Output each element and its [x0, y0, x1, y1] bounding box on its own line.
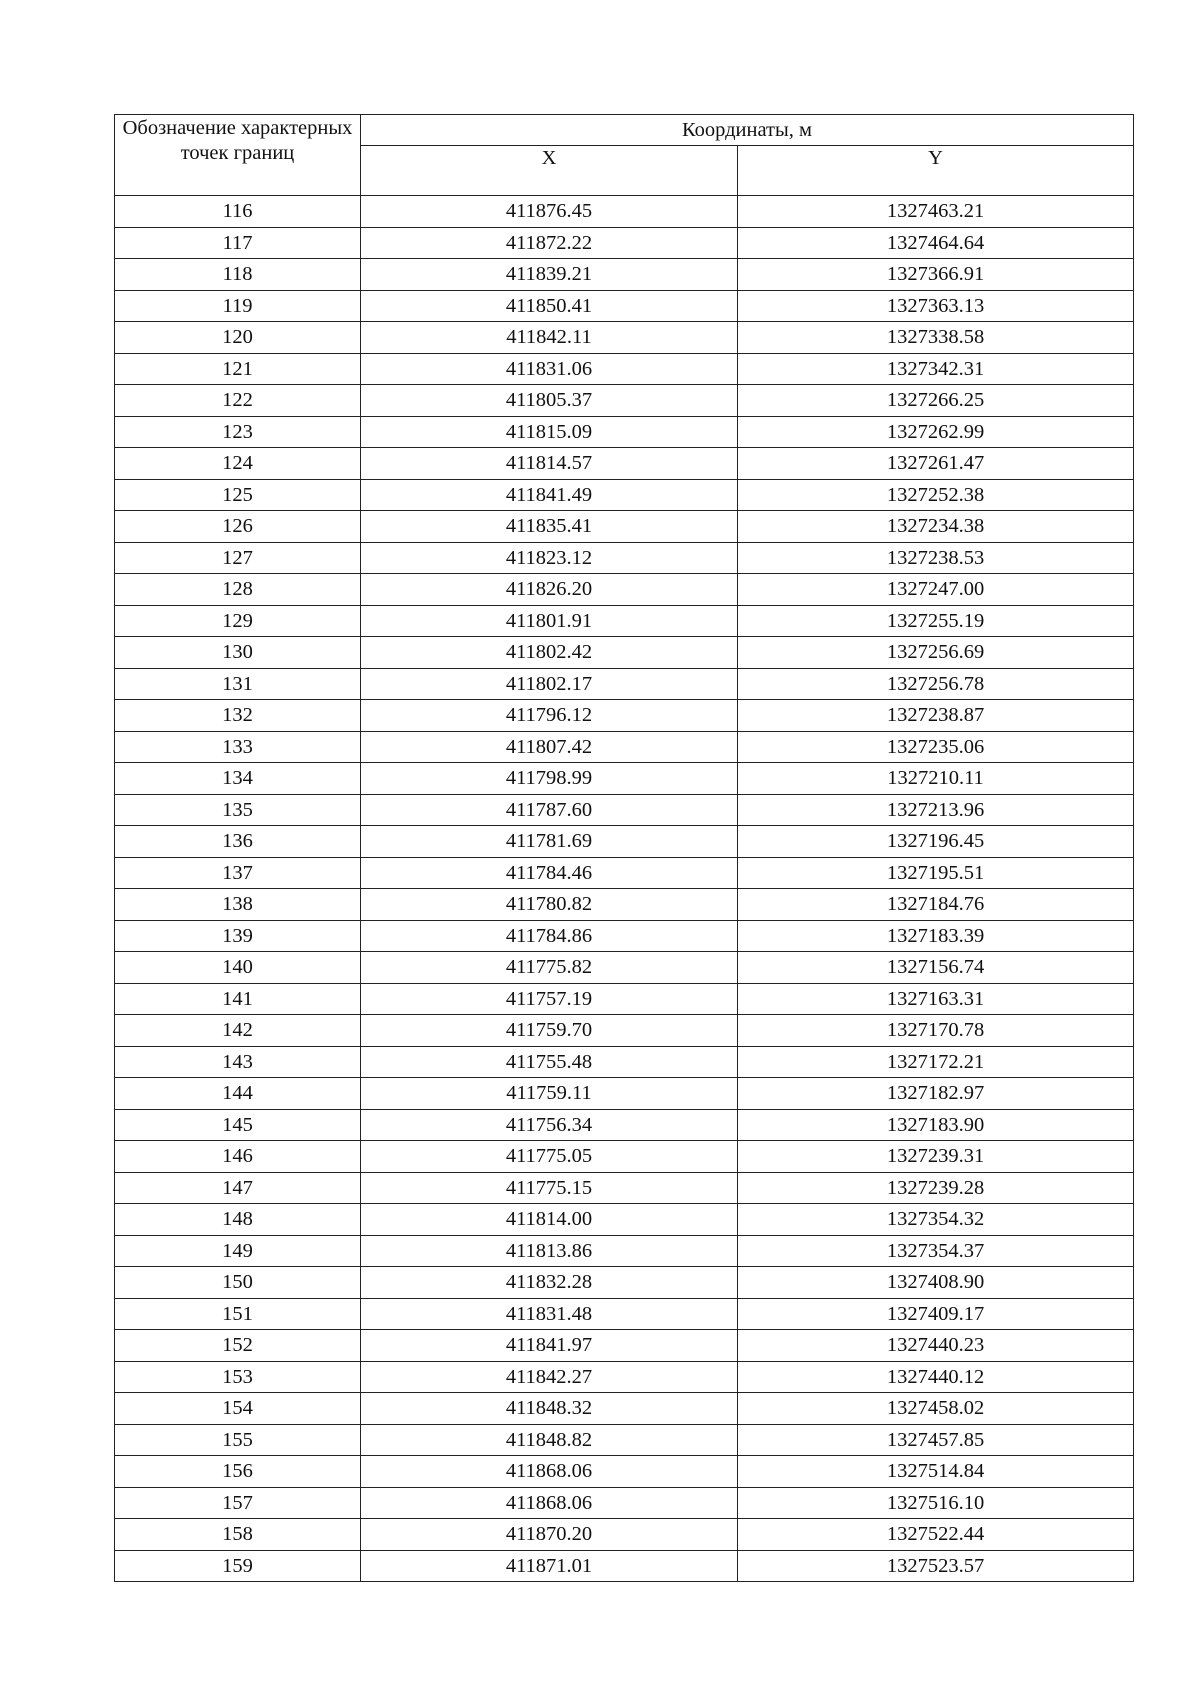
table-row	[115, 1456, 1134, 1488]
table-row	[115, 1172, 1134, 1204]
cell-y: 1327342.31	[738, 353, 1134, 385]
cell-y: 1327247.00	[738, 574, 1134, 606]
table-row	[115, 1361, 1134, 1393]
cell-y: 1327408.90	[738, 1267, 1134, 1299]
table-row	[115, 574, 1134, 606]
table-row	[115, 920, 1134, 952]
cell-point: 128	[115, 574, 361, 606]
cell-x: 411826.20	[361, 574, 738, 606]
table-row	[115, 983, 1134, 1015]
cell-y: 1327184.76	[738, 889, 1134, 921]
cell-y: 1327458.02	[738, 1393, 1134, 1425]
cell-x: 411868.06	[361, 1487, 738, 1519]
cell-point: 141	[115, 983, 361, 1015]
cell-point: 135	[115, 794, 361, 826]
cell-x: 411839.21	[361, 259, 738, 291]
cell-y: 1327183.90	[738, 1109, 1134, 1141]
cell-x: 411805.37	[361, 385, 738, 417]
cell-x: 411848.32	[361, 1393, 738, 1425]
coordinates-table	[114, 114, 1134, 1582]
cell-x: 411775.82	[361, 952, 738, 984]
cell-point: 119	[115, 290, 361, 322]
cell-point: 126	[115, 511, 361, 543]
cell-y: 1327239.28	[738, 1172, 1134, 1204]
cell-point: 134	[115, 763, 361, 795]
table-row	[115, 1078, 1134, 1110]
cell-point: 127	[115, 542, 361, 574]
cell-point: 117	[115, 227, 361, 259]
cell-x: 411807.42	[361, 731, 738, 763]
cell-point: 132	[115, 700, 361, 732]
cell-x: 411775.05	[361, 1141, 738, 1173]
cell-x: 411798.99	[361, 763, 738, 795]
table-row	[115, 952, 1134, 984]
cell-point: 147	[115, 1172, 361, 1204]
cell-x: 411841.97	[361, 1330, 738, 1362]
header-y: Y	[738, 146, 1134, 196]
table-row	[115, 290, 1134, 322]
cell-point: 158	[115, 1519, 361, 1551]
cell-y: 1327235.06	[738, 731, 1134, 763]
table-row	[115, 448, 1134, 480]
cell-y: 1327261.47	[738, 448, 1134, 480]
cell-point: 157	[115, 1487, 361, 1519]
cell-y: 1327210.11	[738, 763, 1134, 795]
cell-x: 411841.49	[361, 479, 738, 511]
cell-point: 143	[115, 1046, 361, 1078]
cell-point: 148	[115, 1204, 361, 1236]
cell-x: 411756.34	[361, 1109, 738, 1141]
cell-y: 1327182.97	[738, 1078, 1134, 1110]
cell-x: 411784.46	[361, 857, 738, 889]
cell-x: 411868.06	[361, 1456, 738, 1488]
cell-x: 411814.00	[361, 1204, 738, 1236]
cell-point: 136	[115, 826, 361, 858]
table-row	[115, 511, 1134, 543]
cell-y: 1327170.78	[738, 1015, 1134, 1047]
cell-point: 121	[115, 353, 361, 385]
table-row	[115, 1109, 1134, 1141]
table-row	[115, 1141, 1134, 1173]
cell-y: 1327234.38	[738, 511, 1134, 543]
cell-y: 1327522.44	[738, 1519, 1134, 1551]
cell-x: 411784.86	[361, 920, 738, 952]
table-body	[115, 196, 1134, 1582]
cell-x: 411796.12	[361, 700, 738, 732]
cell-point: 130	[115, 637, 361, 669]
cell-point: 149	[115, 1235, 361, 1267]
cell-y: 1327195.51	[738, 857, 1134, 889]
cell-x: 411759.70	[361, 1015, 738, 1047]
table-row	[115, 731, 1134, 763]
cell-x: 411781.69	[361, 826, 738, 858]
cell-point: 131	[115, 668, 361, 700]
cell-x: 411835.41	[361, 511, 738, 543]
header-x: X	[361, 146, 738, 196]
table-header	[115, 115, 1134, 196]
cell-y: 1327183.39	[738, 920, 1134, 952]
cell-x: 411876.45	[361, 196, 738, 228]
cell-y: 1327457.85	[738, 1424, 1134, 1456]
cell-point: 123	[115, 416, 361, 448]
cell-point: 146	[115, 1141, 361, 1173]
cell-x: 411775.15	[361, 1172, 738, 1204]
cell-point: 153	[115, 1361, 361, 1393]
cell-y: 1327464.64	[738, 227, 1134, 259]
table-row	[115, 763, 1134, 795]
table-row	[115, 1330, 1134, 1362]
cell-y: 1327523.57	[738, 1550, 1134, 1582]
cell-x: 411780.82	[361, 889, 738, 921]
cell-y: 1327172.21	[738, 1046, 1134, 1078]
table-row	[115, 889, 1134, 921]
cell-y: 1327238.53	[738, 542, 1134, 574]
cell-x: 411787.60	[361, 794, 738, 826]
cell-x: 411832.28	[361, 1267, 738, 1299]
cell-y: 1327252.38	[738, 479, 1134, 511]
table-row	[115, 542, 1134, 574]
cell-x: 411831.48	[361, 1298, 738, 1330]
cell-point: 124	[115, 448, 361, 480]
cell-y: 1327363.13	[738, 290, 1134, 322]
cell-point: 116	[115, 196, 361, 228]
cell-x: 411813.86	[361, 1235, 738, 1267]
cell-point: 144	[115, 1078, 361, 1110]
table-row	[115, 1550, 1134, 1582]
cell-x: 411802.17	[361, 668, 738, 700]
header-point-designation: Обозначение характерных точек границ	[115, 115, 361, 196]
table-row	[115, 353, 1134, 385]
table-row	[115, 794, 1134, 826]
cell-y: 1327255.19	[738, 605, 1134, 637]
table-row	[115, 1204, 1134, 1236]
cell-point: 120	[115, 322, 361, 354]
cell-x: 411842.11	[361, 322, 738, 354]
cell-y: 1327366.91	[738, 259, 1134, 291]
cell-y: 1327262.99	[738, 416, 1134, 448]
cell-point: 159	[115, 1550, 361, 1582]
cell-point: 154	[115, 1393, 361, 1425]
cell-x: 411850.41	[361, 290, 738, 322]
cell-point: 118	[115, 259, 361, 291]
table-row	[115, 227, 1134, 259]
cell-y: 1327409.17	[738, 1298, 1134, 1330]
table-row	[115, 857, 1134, 889]
table-row	[115, 416, 1134, 448]
cell-y: 1327463.21	[738, 196, 1134, 228]
table-row	[115, 605, 1134, 637]
table-row	[115, 1519, 1134, 1551]
cell-y: 1327213.96	[738, 794, 1134, 826]
table-row	[115, 700, 1134, 732]
table-row	[115, 479, 1134, 511]
cell-y: 1327440.23	[738, 1330, 1134, 1362]
cell-point: 133	[115, 731, 361, 763]
cell-point: 122	[115, 385, 361, 417]
cell-point: 152	[115, 1330, 361, 1362]
cell-y: 1327514.84	[738, 1456, 1134, 1488]
cell-y: 1327354.32	[738, 1204, 1134, 1236]
table-row	[115, 1235, 1134, 1267]
cell-point: 150	[115, 1267, 361, 1299]
cell-y: 1327163.31	[738, 983, 1134, 1015]
cell-point: 145	[115, 1109, 361, 1141]
cell-x: 411823.12	[361, 542, 738, 574]
cell-y: 1327440.12	[738, 1361, 1134, 1393]
cell-x: 411801.91	[361, 605, 738, 637]
cell-point: 156	[115, 1456, 361, 1488]
header-coordinates: Координаты, м	[361, 115, 1134, 146]
table-row	[115, 322, 1134, 354]
cell-x: 411848.82	[361, 1424, 738, 1456]
cell-x: 411872.22	[361, 227, 738, 259]
table-row	[115, 637, 1134, 669]
table-row	[115, 668, 1134, 700]
cell-x: 411757.19	[361, 983, 738, 1015]
table-row	[115, 826, 1134, 858]
cell-point: 129	[115, 605, 361, 637]
cell-point: 139	[115, 920, 361, 952]
cell-y: 1327256.78	[738, 668, 1134, 700]
cell-y: 1327516.10	[738, 1487, 1134, 1519]
cell-point: 140	[115, 952, 361, 984]
cell-y: 1327256.69	[738, 637, 1134, 669]
cell-y: 1327239.31	[738, 1141, 1134, 1173]
cell-x: 411755.48	[361, 1046, 738, 1078]
cell-y: 1327238.87	[738, 700, 1134, 732]
cell-y: 1327338.58	[738, 322, 1134, 354]
cell-x: 411815.09	[361, 416, 738, 448]
cell-point: 125	[115, 479, 361, 511]
cell-x: 411871.01	[361, 1550, 738, 1582]
cell-point: 155	[115, 1424, 361, 1456]
table-row	[115, 1015, 1134, 1047]
cell-y: 1327354.37	[738, 1235, 1134, 1267]
cell-y: 1327266.25	[738, 385, 1134, 417]
table-row	[115, 1046, 1134, 1078]
table-row	[115, 196, 1134, 228]
table-row	[115, 1393, 1134, 1425]
cell-point: 138	[115, 889, 361, 921]
cell-x: 411802.42	[361, 637, 738, 669]
cell-x: 411842.27	[361, 1361, 738, 1393]
table-row	[115, 1267, 1134, 1299]
cell-point: 142	[115, 1015, 361, 1047]
cell-point: 151	[115, 1298, 361, 1330]
table-row	[115, 1424, 1134, 1456]
cell-x: 411759.11	[361, 1078, 738, 1110]
cell-point: 137	[115, 857, 361, 889]
cell-x: 411814.57	[361, 448, 738, 480]
table-row	[115, 1298, 1134, 1330]
cell-y: 1327156.74	[738, 952, 1134, 984]
table-row	[115, 1487, 1134, 1519]
cell-x: 411831.06	[361, 353, 738, 385]
table-row	[115, 385, 1134, 417]
cell-y: 1327196.45	[738, 826, 1134, 858]
cell-x: 411870.20	[361, 1519, 738, 1551]
table-row	[115, 259, 1134, 291]
